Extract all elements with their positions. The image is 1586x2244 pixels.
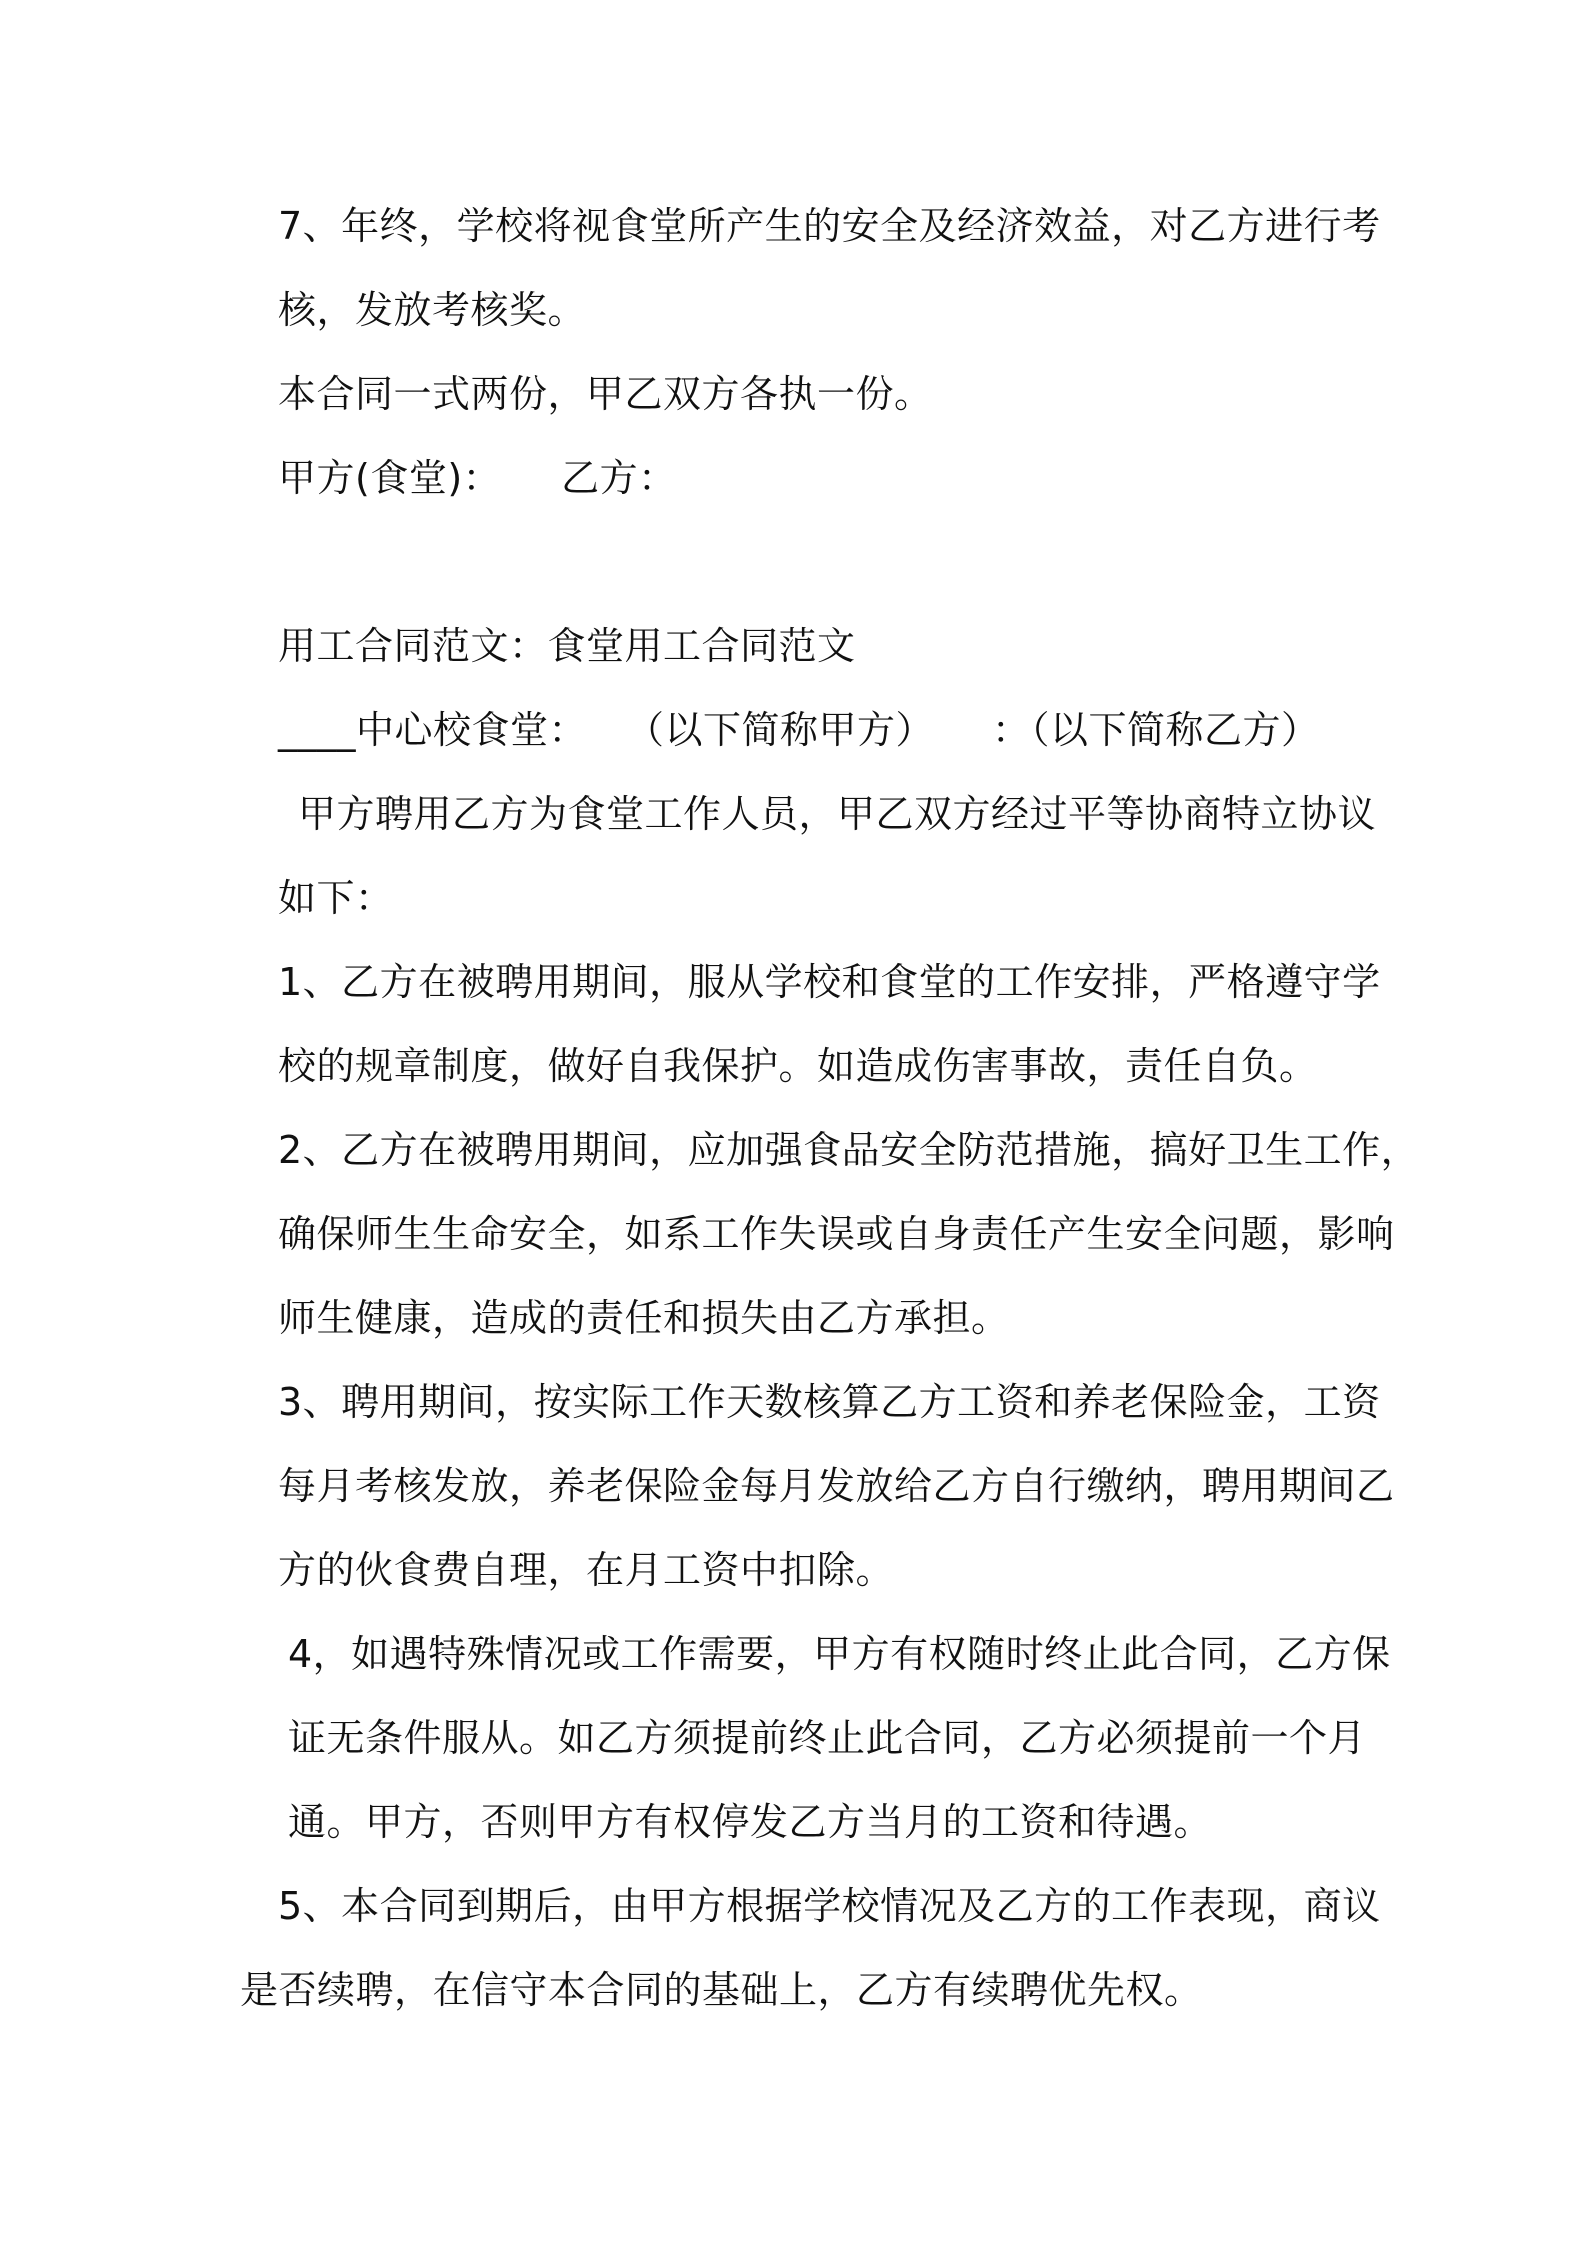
party-a-signature-label: 甲方(食堂)： bbox=[278, 456, 502, 500]
signature-line bbox=[278, 452, 677, 504]
clause-7-line-1: 7、年终，学校将视食堂所产生的安全及经济效益，对乙方进行考 bbox=[278, 204, 1381, 248]
intro-line-2: 如下： bbox=[278, 876, 394, 920]
clause-4-line-3: 通。甲方，否则甲方有权停发乙方当月的工资和待遇。 bbox=[288, 1800, 1213, 1844]
clause-4-line-2: 证无条件服从。如乙方须提前终止此合同，乙方必须提前一个月 bbox=[288, 1716, 1367, 1760]
clause-2-line-1: 2、乙方在被聘用期间，应加强食品安全防范措施，搞好卫生工作， bbox=[278, 1128, 1420, 1172]
clause-3-line-2: 每月考核发放，养老保险金每月发放给乙方自行缴纳，聘用期间乙 bbox=[278, 1464, 1395, 1508]
copies-note: 本合同一式两份，甲乙双方各执一份。 bbox=[278, 372, 933, 416]
clause-5-line-1: 5、本合同到期后，由甲方根据学校情况及乙方的工作表现，商议 bbox=[278, 1884, 1381, 1928]
clause-1-line-1: 1、乙方在被聘用期间，服从学校和食堂的工作安排，严格遵守学 bbox=[278, 960, 1381, 1004]
clause-2-line-3: 师生健康，造成的责任和损失由乙方承担。 bbox=[278, 1296, 1010, 1340]
clause-5-line-2: 是否续聘，在信守本合同的基础上，乙方有续聘优先权。 bbox=[240, 1968, 1203, 2012]
clause-1-line-2: 校的规章制度，做好自我保护。如造成伤害事故，责任自负。 bbox=[278, 1044, 1318, 1088]
clause-3-line-3: 方的伙食费自理，在月工资中扣除。 bbox=[278, 1548, 895, 1592]
clause-2-line-2: 确保师生生命安全，如系工作失误或自身责任产生安全问题，影响 bbox=[278, 1212, 1395, 1256]
intro-line-1: 甲方聘用乙方为食堂工作人员，甲乙双方经过平等协商特立协议 bbox=[298, 792, 1377, 836]
section-title: 用工合同范文：食堂用工合同范文 bbox=[278, 624, 856, 668]
clause-3-line-1: 3、聘用期间，按实际工作天数核算乙方工资和养老保险金，工资 bbox=[278, 1380, 1381, 1424]
party-b-signature-label: 乙方： bbox=[561, 456, 677, 500]
parties-line: ____中心校食堂： （以下简称甲方） ：（以下简称乙方） bbox=[278, 708, 1320, 752]
clause-7-line-2: 核，发放考核奖。 bbox=[278, 288, 587, 332]
clause-4-line-1: 4，如遇特殊情况或工作需要，甲方有权随时终止此合同，乙方保 bbox=[288, 1632, 1391, 1676]
